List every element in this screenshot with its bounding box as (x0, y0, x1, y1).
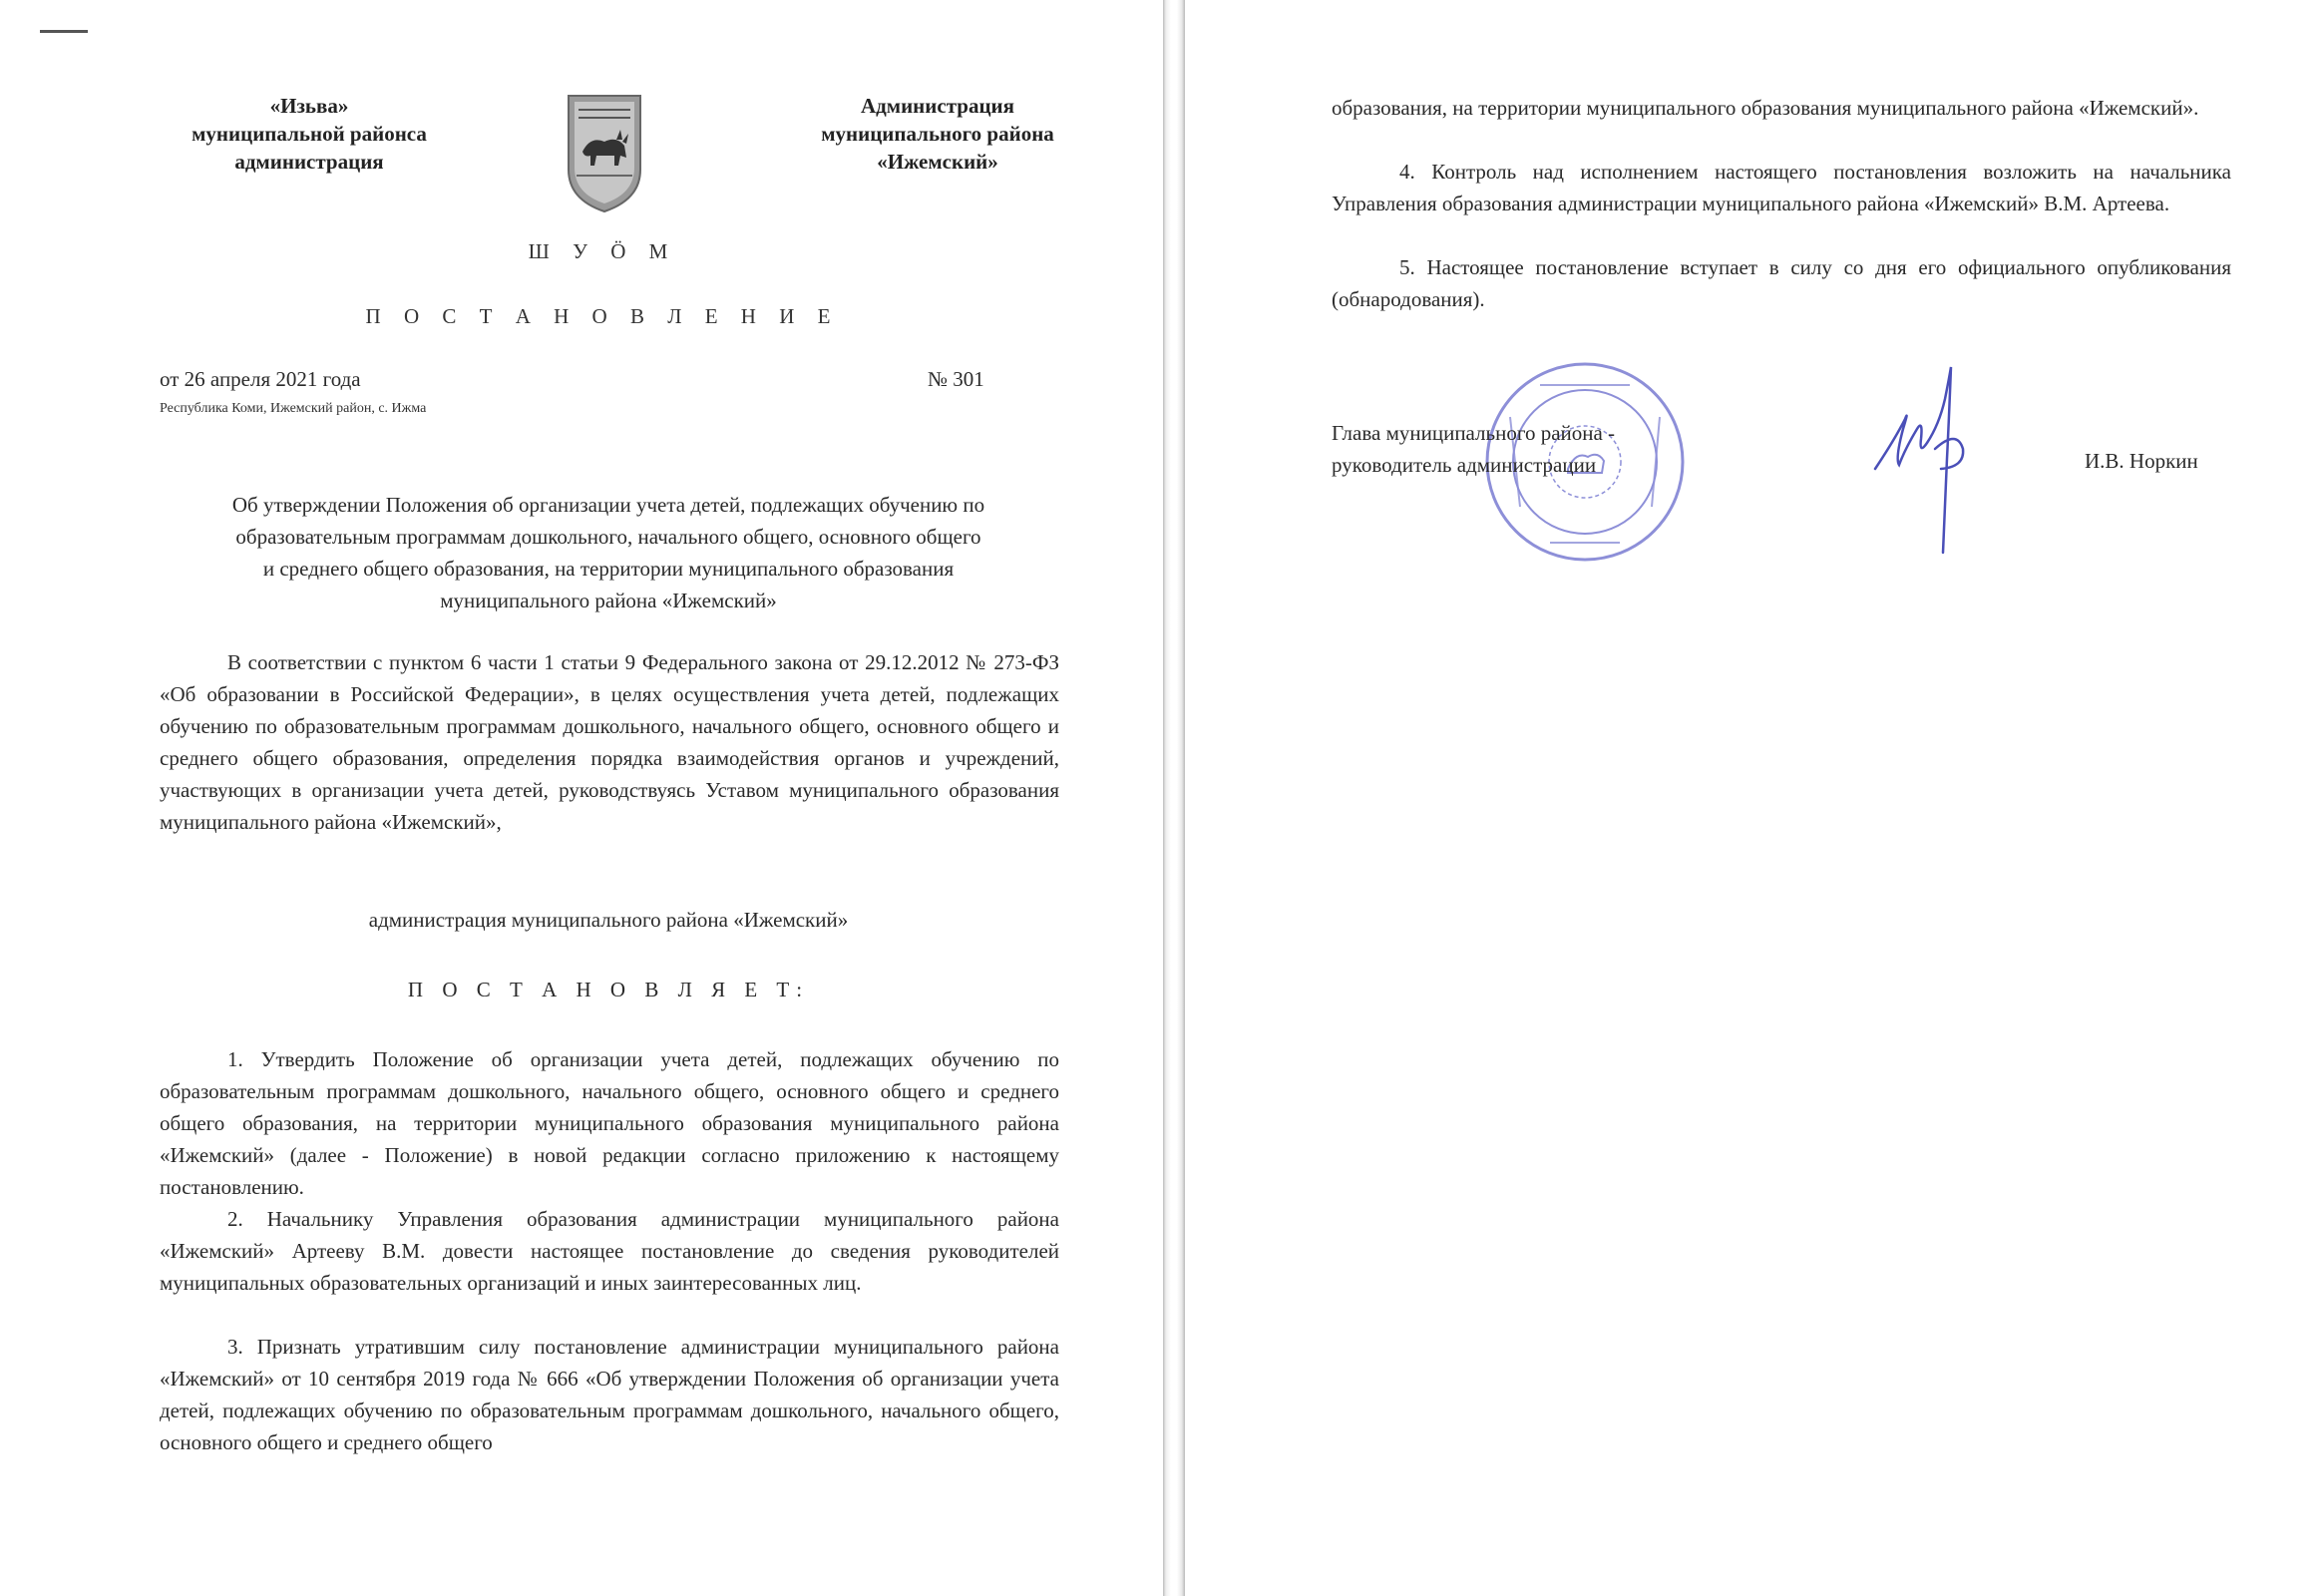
header-left-line: администрация (234, 150, 384, 174)
title-komi: Ш У Ö М (528, 239, 677, 263)
handwritten-signature (1865, 359, 1985, 559)
decree-item-2: 2. Начальнику Управления образования администрации муниципального района «Ижемский» Артееву В.М. довести настоящее постановление до сведения руководителей муниципальных образовательных организаций и иных заинтересованных лиц. (160, 1207, 1059, 1295)
preamble-paragraph: В соответствии с пунктом 6 части 1 статьи 9 Федерального закона от 29.12.2012 № 273-ФЗ «Об образовании в Российской Федерации», в целях осуществления учета детей, подлежащих обучению по образовательным программам дошкольного, начального общего, основного общего и среднего общего образования, определения порядка взаимодействия органов и учреждений, участвующих в организации учета детей, руководствуясь Уставом муниципального образования муниципального района «Ижемский», (160, 650, 1059, 834)
signatory-title-line: Глава муниципального района - (1332, 421, 1616, 445)
header-right-russian (778, 92, 1097, 176)
header-right-line: Администрация (860, 94, 1015, 118)
scan-artifact-mark (40, 30, 88, 33)
signatory-name: И.В. Норкин (2085, 449, 2198, 473)
header-right-line: «Ижемский» (877, 150, 998, 174)
document-title: П О С Т А Н О В Л Е Н И Е (365, 304, 840, 328)
header-left-line: «Изьва» (269, 94, 349, 118)
decree-item-4: 4. Контроль над исполнением настоящего постановления возложить на начальника Управления образования администрации муниципального района «Ижемский» В.М. Артеева. (1332, 160, 2231, 215)
coat-of-arms-emblem (565, 92, 644, 213)
decree-item-3: 3. Признать утратившим силу постановление администрации муниципального района «Ижемский» от 10 сентября 2019 года № 666 «Об утверждении Положения об организации учета детей, подлежащих обучению по образовательным программам дошкольного, начального общего, основного общего и среднего общего (160, 1335, 1059, 1454)
decree-item-1: 1. Утвердить Положение об организации учета детей, подлежащих обучению по образовательным программам дошкольного, начального общего, основного общего и среднего общего образования, на территории муниципального образования муниципального района «Ижемский» (далее - Положение) в новой редакции согласно приложению к настоящему постановлению. (160, 1047, 1059, 1199)
subject-line: и среднего общего образования, на территории муниципального образования (262, 557, 955, 581)
signatory-title-line: руководитель администрации (1332, 453, 1597, 477)
header-left-line: муниципальной районса (192, 122, 427, 146)
signatory-title (1332, 417, 1615, 481)
administration-line: администрация муниципального района «Ижемский» (368, 908, 849, 932)
document-subject (160, 489, 1057, 616)
page-gutter (1163, 0, 1185, 1596)
decree-item-5: 5. Настоящее постановление вступает в силу со дня его официального опубликования (обнародования). (1332, 255, 2231, 311)
document-number: № 301 (928, 367, 984, 391)
decree-heading: П О С Т А Н О В Л Я Е Т: (407, 978, 810, 1001)
subject-line: Об утверждении Положения об организации учета детей, подлежащих обучению по (231, 493, 985, 517)
document-date: от 26 апреля 2021 года (160, 367, 361, 391)
decree-item-3-continued: образования, на территории муниципального образования муниципального района «Ижемский». (1332, 96, 2199, 120)
header-left-komi (150, 92, 469, 176)
subject-line: муниципального района «Ижемский» (440, 589, 777, 612)
document-place: Республика Коми, Ижемский район, с. Ижма (160, 401, 427, 416)
document-page-right (1185, 0, 2321, 1596)
header-right-line: муниципального района (821, 122, 1054, 146)
subject-line: образовательным программам дошкольного, начального общего, основного общего (235, 525, 981, 549)
